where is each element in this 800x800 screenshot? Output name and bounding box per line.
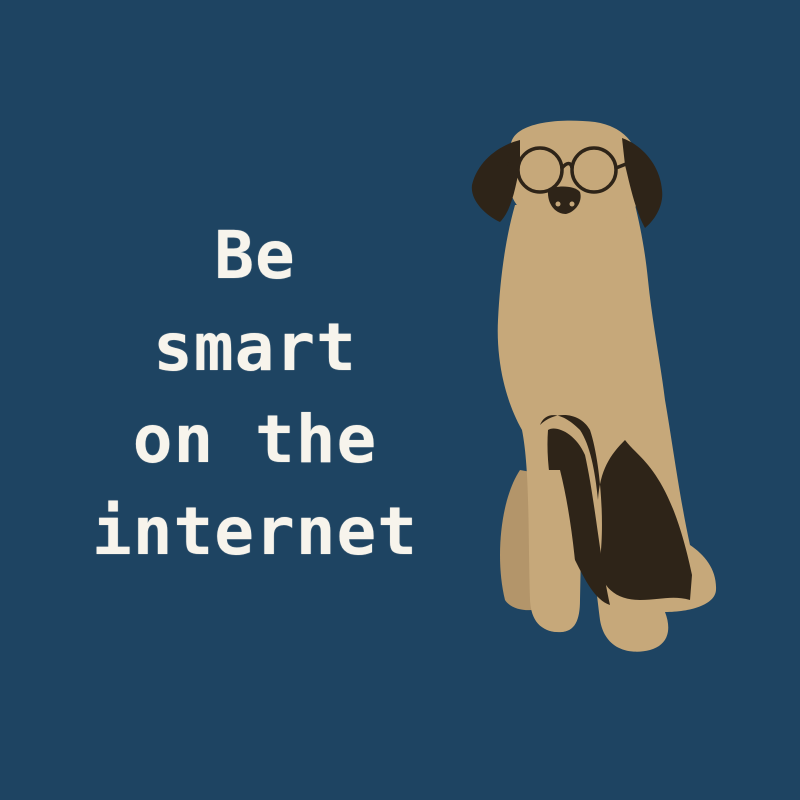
headline-line-2: smart xyxy=(153,309,357,386)
headline-line-1: Be xyxy=(214,217,296,294)
dog-nostril-left xyxy=(556,202,561,207)
headline-line-4: internet xyxy=(92,493,418,570)
headline-line-3: on the xyxy=(132,401,378,478)
dog-left-ear xyxy=(472,140,520,222)
dog-nostril-right xyxy=(570,202,575,207)
